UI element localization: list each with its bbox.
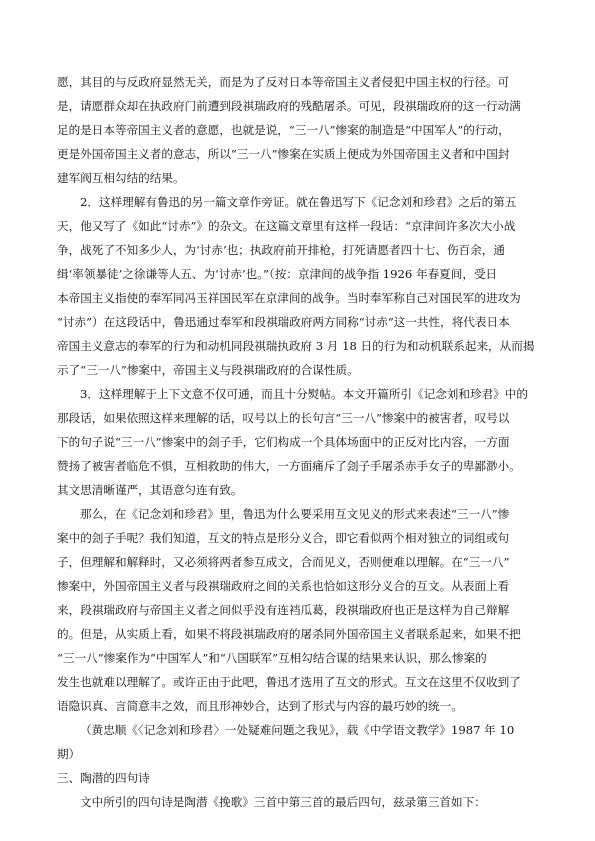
text-line: 缉‘率领暴徒’之徐谦等人五、为‘讨赤’也。”（按：京津间的战争指 1926 年春夏间，受日 <box>57 267 498 281</box>
text-line: 建军阀互相勾结的结果。 <box>57 171 185 185</box>
text-line: 下的句子说“三一八”惨案中的刽子手，它们构成一个具体场面中的正反对比内容，一方面 <box>57 435 510 449</box>
text-line: 示了“三一八”惨案中，帝国主义与段祺瑞政府的合谋性质。 <box>57 363 359 377</box>
text-line: 的。但是，从实质上看，如果不将段祺瑞政府的屠杀同外国帝国主义者联系起来，如果不把 <box>57 627 521 641</box>
text-line: 2．这样理解有鲁迅的另一篇文章作旁证。就在鲁迅写下《记念刘和珍君》之后的第五 <box>80 195 517 209</box>
text-line: 那段话，如果依照这样来理解的话，叹号以上的长句言“三一八”惨案中的被害者，叹号以 <box>57 411 510 425</box>
text-line: 那么，在《记念刘和珍君》里，鲁迅为什么要采用互文见义的形式来表述“三一八”惨 <box>80 507 510 521</box>
text-line: 天，他又写了《如此“讨赤”》的杂文。在这篇文章里有这样一段话：“京津间许多次大小战 <box>57 219 516 233</box>
text-line: 愿，其目的与反政府显然无关，而是为了反对日本等帝国主义者侵犯中国主权的行径。可 <box>57 75 510 89</box>
text-line: 争，战死了不知多少人，为‘讨赤’也；执政府前开排枪，打死请愿者四十七、伤百余，通 <box>57 243 505 257</box>
citation: （黄忠顺《〈记念刘和珍君〉一处疑难问题之我见》，载《中学语文教学》1987 年 10 <box>80 723 515 737</box>
text-line: 惨案中，外国帝国主义者与段祺瑞政府之间的关系也恰如这形分义合的互文。从表面上看 <box>57 579 510 593</box>
text-line: 来，段祺瑞政府与帝国主义者之间似乎没有连裆瓜葛，段祺瑞政府也正是这样为自己辩解 <box>57 603 510 617</box>
text-line: 其文思清晰谨严，其语意匀连有致。 <box>57 483 243 497</box>
text-line: 子，但理解和解释时，又必须将两者参互成文，合而见义，否则便难以理解。在“三一八” <box>57 555 510 569</box>
text-line: 帝国主义意志的奉军的行为和动机同段祺瑞执政府 3 月 18 日的行为和动机联系起来，从而揭 <box>57 339 535 353</box>
text-line: 赞扬了被害者临危不惧，互相救助的伟大，一方面痛斥了刽子手屠杀赤手女子的卑鄙渺小。 <box>57 459 521 473</box>
text-line: 本帝国主义指使的奉军同冯玉祥国民军在京津间的战争。当时奉军称自己对国民军的进攻为 <box>57 291 521 305</box>
text-line: 更是外国帝国主义者的意志，所以“三一八”惨案在实质上便成为外国帝国主义者和中国封 <box>57 147 510 161</box>
text-line: “讨赤”）在这段话中，鲁迅通过奉军和段祺瑞政府两方同称“讨赤”这一共性，将代表日本 <box>57 315 510 329</box>
text-line: 语隐识真、言简意丰之效，而且形神妙合，达到了形式与内容的最巧妙的统一。 <box>57 699 463 713</box>
text-line: 发生也就难以理解了。或许正由于此吧，鲁迅才选用了互文的形式。互文在这里不仅收到了 <box>57 675 521 689</box>
citation: 期） <box>57 747 81 761</box>
text-line: 文中所引的四句诗是陶潜《挽歌》三首中第三首的最后四句，兹录第三首如下： <box>80 795 486 809</box>
section-heading: 三、陶潜的四句诗 <box>57 771 150 785</box>
text-line: 足的是日本等帝国主义者的意愿，也就是说，“三一八”惨案的制造是“中国军人”的行动， <box>57 123 510 137</box>
text-line: “三一八”惨案作为“中国军人”和“八国联军”互相勾结合谋的结果来认识，那么惨案的 <box>57 651 487 665</box>
text-line: 案中的刽子手呢？我们知道，互文的特点是形分义合，即它看似两个相对独立的词组或句 <box>57 531 510 545</box>
text-line: 3．这样理解于上下文意不仅可通，而且十分熨帖。本文开篇所引《记念刘和珍君》中的 <box>80 387 528 401</box>
text-line: 是，请愿群众却在执政府门前遭到段祺瑞政府的残酷屠杀。可见，段祺瑞政府的这一行动满 <box>57 99 521 113</box>
